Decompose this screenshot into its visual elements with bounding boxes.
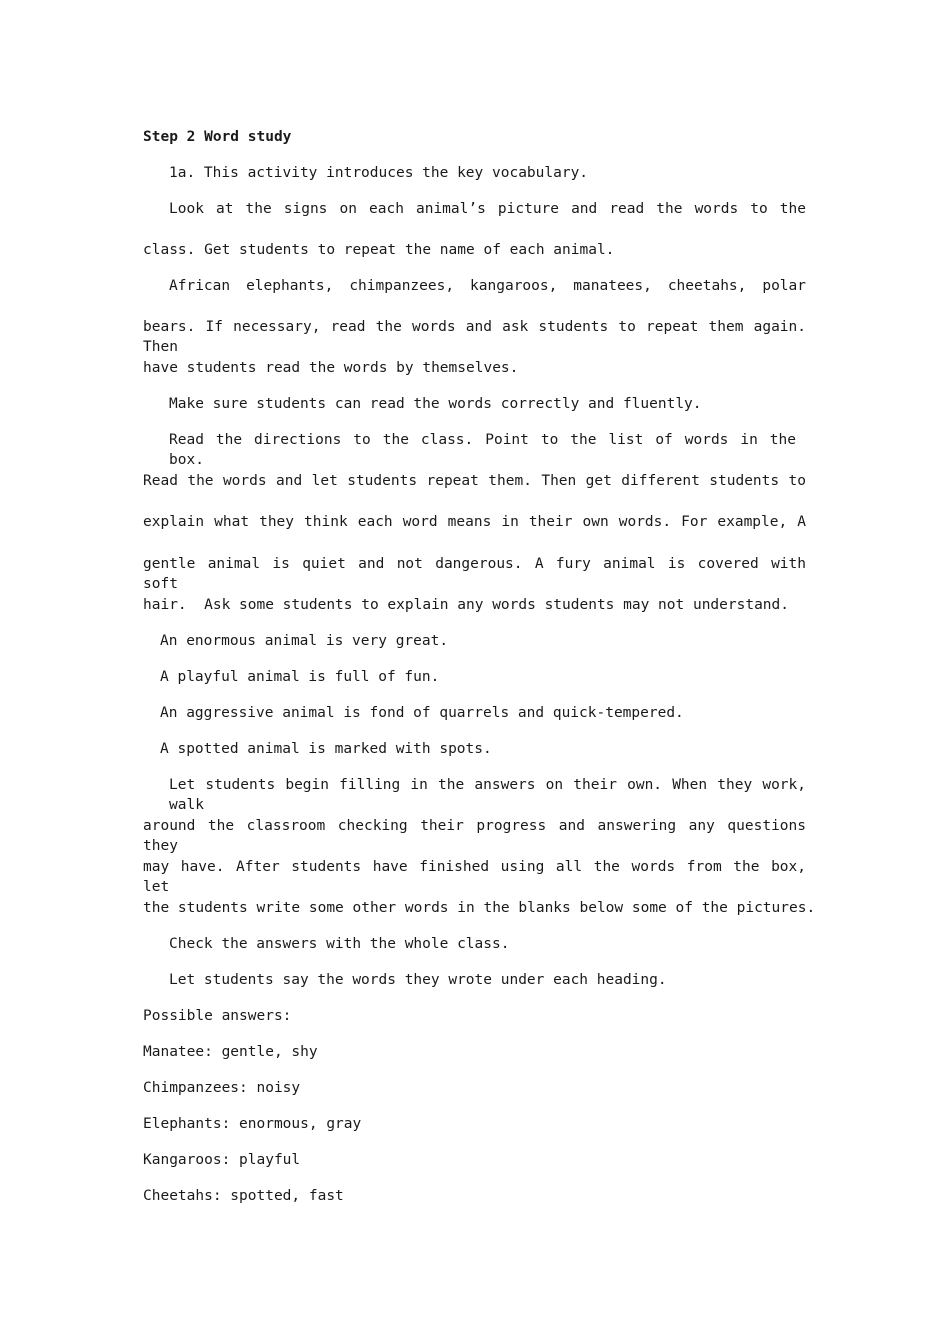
filling-paragraph-line-4: the students write some other words in the blanks below some of the pictures. (143, 900, 816, 916)
filling-paragraph-line-3: may have. After students have finished using all the words from the box, let (143, 859, 806, 895)
look-paragraph-line-2: class. Get students to repeat the name of each animal. (143, 242, 615, 258)
example-sentence: A playful animal is full of fun. (160, 669, 440, 685)
animals-paragraph-line-3: have students read the words by themselves. (143, 360, 519, 376)
animals-paragraph-line-1: African elephants, chimpanzees, kangaroos, manatees, cheetahs, polar (169, 278, 806, 294)
look-paragraph-line-1: Look at the signs on each animal’s picture and read the words to the (169, 201, 806, 217)
answer-item: Elephants: enormous, gray (143, 1116, 362, 1132)
section-heading: Step 2 Word study (143, 129, 292, 145)
answer-item: Manatee: gentle, shy (143, 1044, 318, 1060)
answer-item: Chimpanzees: noisy (143, 1080, 301, 1096)
example-sentence: An enormous animal is very great. (160, 633, 449, 649)
make-sure-paragraph: Make sure students can read the words correctly and fluently. (169, 396, 702, 412)
example-sentence: An aggressive animal is fond of quarrels and quick-tempered. (160, 705, 684, 721)
paragraph-1a: 1a. This activity introduces the key vocabulary. (169, 165, 589, 181)
check-answers-paragraph: Check the answers with the whole class. (169, 936, 510, 952)
answer-item: Cheetahs: spotted, fast (143, 1188, 344, 1204)
filling-paragraph-line-1: Let students begin filling in the answers on their own. When they work, walk (169, 777, 806, 813)
say-words-paragraph: Let students say the words they wrote under each heading. (169, 972, 667, 988)
directions-paragraph-line-1: Read the directions to the class. Point to the list of words in the box. (169, 432, 796, 468)
possible-answers-label: Possible answers: (143, 1008, 292, 1024)
directions-paragraph-line-5: hair. Ask some students to explain any words students may not understand. (143, 597, 790, 613)
animals-paragraph-line-2: bears. If necessary, read the words and ask students to repeat them again. Then (143, 319, 806, 355)
example-sentence: A spotted animal is marked with spots. (160, 741, 492, 757)
directions-paragraph-line-2: Read the words and let students repeat them. Then get different students to (143, 473, 806, 489)
directions-paragraph-line-4: gentle animal is quiet and not dangerous. A fury animal is covered with soft (143, 556, 806, 592)
filling-paragraph-line-2: around the classroom checking their progress and answering any questions they (143, 818, 806, 854)
answer-item: Kangaroos: playful (143, 1152, 301, 1168)
directions-paragraph-line-3: explain what they think each word means in their own words. For example, A (143, 514, 806, 530)
